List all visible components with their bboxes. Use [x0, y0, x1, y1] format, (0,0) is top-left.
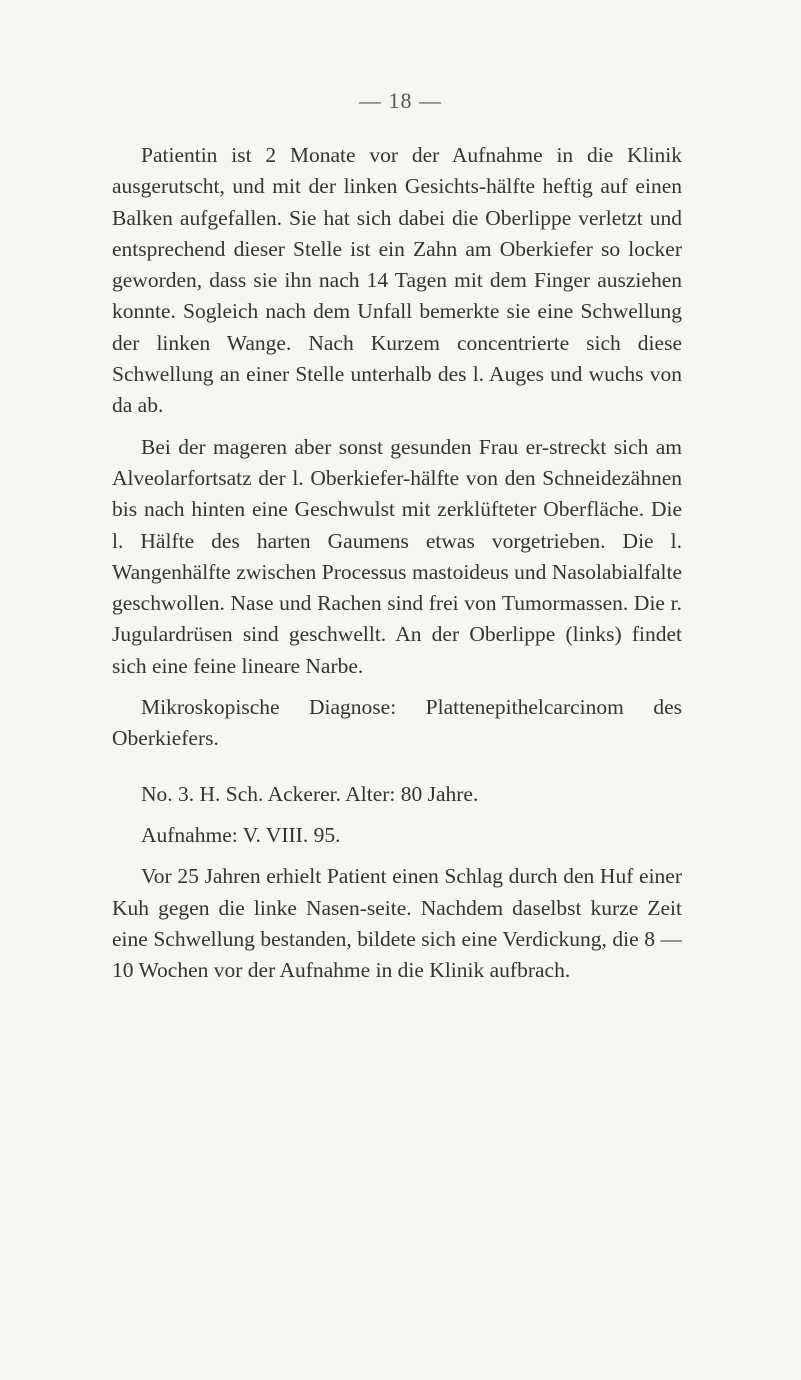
section-spacer: [112, 755, 682, 779]
paragraph-case-history: Patientin ist 2 Monate vor der Aufnahme in die Klinik ausgerutscht, und mit der linken Gesichts-hälfte heftig auf einen Balken aufgefallen. Sie hat sich dabei die Oberlippe verletzt und entsprechend dieser Stelle ist ein Zahn am Oberkiefer so locker geworden, dass sie ihn nach 14 Tagen mit dem Finger ausziehen konnte. Sogleich nach dem Unfall bemerkte sie eine Schwellung der linken Wange. Nach Kurzem concentrierte sich diese Schwellung an einer Stelle unterhalb des l. Auges und wuchs von da ab.: [112, 143, 682, 418]
page-number: — 18 —: [359, 88, 442, 113]
paragraph-spacer: [112, 851, 682, 861]
paragraph-case-3-history: Vor 25 Jahren erhielt Patient einen Schlag durch den Huf einer Kuh gegen die linke Nasen-seite. Nachdem daselbst kurze Zeit eine Schwellung bestanden, bildete sich eine Verdickung, die 8 — 10 Wochen vor der Aufnahme in die Klinik aufbrach.: [112, 864, 682, 983]
paragraph-findings: Bei der mageren aber sonst gesunden Frau er-streckt sich am Alveolarfortsatz der l. Oberkiefer-hälfte von den Schneidezähnen bis nach hinten eine Geschwulst mit zerklüfteter Oberfläche. Die l. Hälfte des harten Gaumens etwas vorgetrieben. Die l. Wangenhälfte zwischen Processus mastoideus und Nasolabialfalte geschwollen. Nase und Rachen sind frei von Tumormassen. Die r. Jugulardrüsen sind geschwellt. An der Oberlippe (links) findet sich eine feine lineare Narbe.: [112, 434, 682, 678]
paragraph-spacer: [112, 810, 682, 820]
paragraph-diagnosis: Mikroskopische Diagnose: Plattenepithelcarcinom des Oberkiefers.: [112, 695, 682, 751]
paragraph-spacer: [112, 422, 682, 432]
case-header: No. 3. H. Sch. Ackerer. Alter: 80 Jahre.: [141, 781, 479, 806]
text-column: [112, 140, 682, 986]
paragraph-spacer: [112, 682, 682, 692]
admission-date: Aufnahme: V. VIII. 95.: [141, 822, 341, 847]
